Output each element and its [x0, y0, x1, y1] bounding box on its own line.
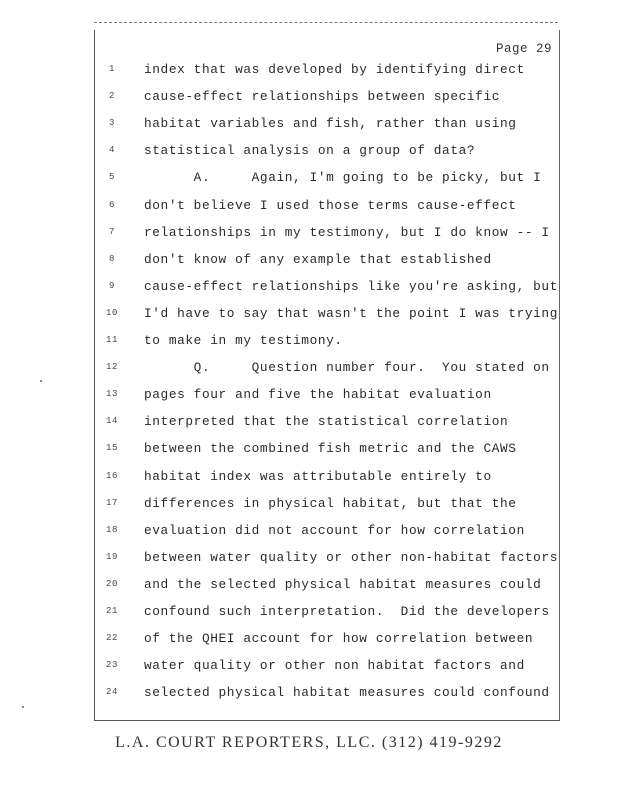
- line-number: 2: [108, 91, 115, 102]
- line-number: 21: [105, 606, 118, 616]
- line-text: Q. Question number four. You stated on: [144, 360, 550, 376]
- line-number: 18: [105, 524, 118, 535]
- transcript-line: [96, 496, 556, 522]
- line-number: 23: [105, 660, 118, 671]
- transcript-line: [96, 604, 556, 630]
- transcript-line: [96, 198, 556, 224]
- transcript-line: [96, 170, 556, 196]
- line-text: don't know of any example that established: [144, 251, 492, 267]
- line-number: 22: [105, 633, 118, 644]
- line-number: 6: [108, 199, 115, 210]
- transcript-line: [96, 469, 556, 495]
- reporter-footer: L.A. COURT REPORTERS, LLC. (312) 419-9292: [115, 734, 503, 751]
- transcript-line: [96, 143, 556, 169]
- transcript-line: [96, 306, 556, 332]
- transcript-line: [96, 631, 556, 657]
- line-text: cause-effect relationships between specific: [144, 89, 501, 105]
- transcript-line: [96, 414, 556, 440]
- scan-speck: [40, 380, 42, 382]
- line-number: 5: [108, 172, 115, 183]
- page-top-rule: [94, 22, 558, 23]
- line-text: A. Again, I'm going to be picky, but I: [144, 170, 542, 186]
- transcript-line: [96, 360, 556, 386]
- line-number: 7: [108, 226, 115, 237]
- line-number: 19: [105, 551, 118, 562]
- transcript-line: [96, 550, 556, 576]
- line-number: 8: [108, 253, 115, 264]
- transcript-line: [96, 252, 556, 278]
- line-number: 15: [105, 443, 118, 454]
- transcript-line: [96, 89, 556, 115]
- transcript-line: [96, 225, 556, 251]
- line-text: confound such interpretation. Did the developers: [144, 604, 550, 619]
- line-number: 13: [105, 389, 118, 400]
- line-text: habitat index was attributable entirely to: [144, 468, 492, 484]
- transcript-line: [96, 577, 556, 603]
- line-text: water quality or other non habitat factors and: [144, 658, 525, 674]
- line-text: between the combined fish metric and the CAWS: [144, 441, 517, 457]
- transcript-line: [96, 685, 556, 711]
- line-number: 9: [108, 280, 115, 291]
- line-text: I'd have to say that wasn't the point I was trying: [144, 305, 558, 321]
- line-text: of the QHEI account for how correlation between: [144, 631, 534, 647]
- transcript-line: [96, 658, 556, 684]
- transcript-line: [96, 279, 556, 305]
- transcript-line: [96, 441, 556, 467]
- line-text: between water quality or other non-habitat factors: [144, 549, 558, 565]
- line-text: relationships in my testimony, but I do know -- I: [144, 224, 550, 240]
- line-number: 11: [105, 335, 118, 345]
- transcript-line: [96, 333, 556, 359]
- line-number: 16: [105, 470, 118, 481]
- line-number: 17: [105, 497, 118, 508]
- line-number: 12: [105, 362, 118, 373]
- line-number: 4: [108, 145, 115, 156]
- line-text: interpreted that the statistical correlation: [144, 414, 509, 430]
- line-number: 20: [105, 578, 118, 589]
- line-text: statistical analysis on a group of data?: [144, 143, 476, 159]
- scan-speck: [22, 706, 24, 708]
- line-text: cause-effect relationships like you're asking, but: [144, 278, 558, 294]
- line-text: selected physical habitat measures could confound: [144, 685, 550, 701]
- transcript-line: [96, 387, 556, 413]
- line-number: 1: [108, 64, 115, 74]
- line-number: 14: [105, 416, 118, 427]
- line-number: 24: [105, 687, 118, 698]
- line-text: habitat variables and fish, rather than using: [144, 116, 517, 132]
- transcript-line: [96, 116, 556, 142]
- line-text: evaluation did not account for how correlation: [144, 522, 525, 538]
- line-text: to make in my testimony.: [144, 333, 343, 348]
- page-number: Page 29: [495, 42, 552, 56]
- transcript-line: [96, 523, 556, 549]
- line-text: don't believe I used those terms cause-effect: [144, 197, 517, 213]
- line-number: 10: [105, 307, 118, 318]
- line-text: differences in physical habitat, but that the: [144, 495, 517, 511]
- transcript-line: [96, 62, 556, 88]
- line-text: pages four and five the habitat evaluation: [144, 387, 492, 403]
- line-number: 3: [108, 118, 115, 129]
- line-text: and the selected physical habitat measures could: [144, 576, 542, 592]
- line-text: index that was developed by identifying direct: [144, 62, 525, 77]
